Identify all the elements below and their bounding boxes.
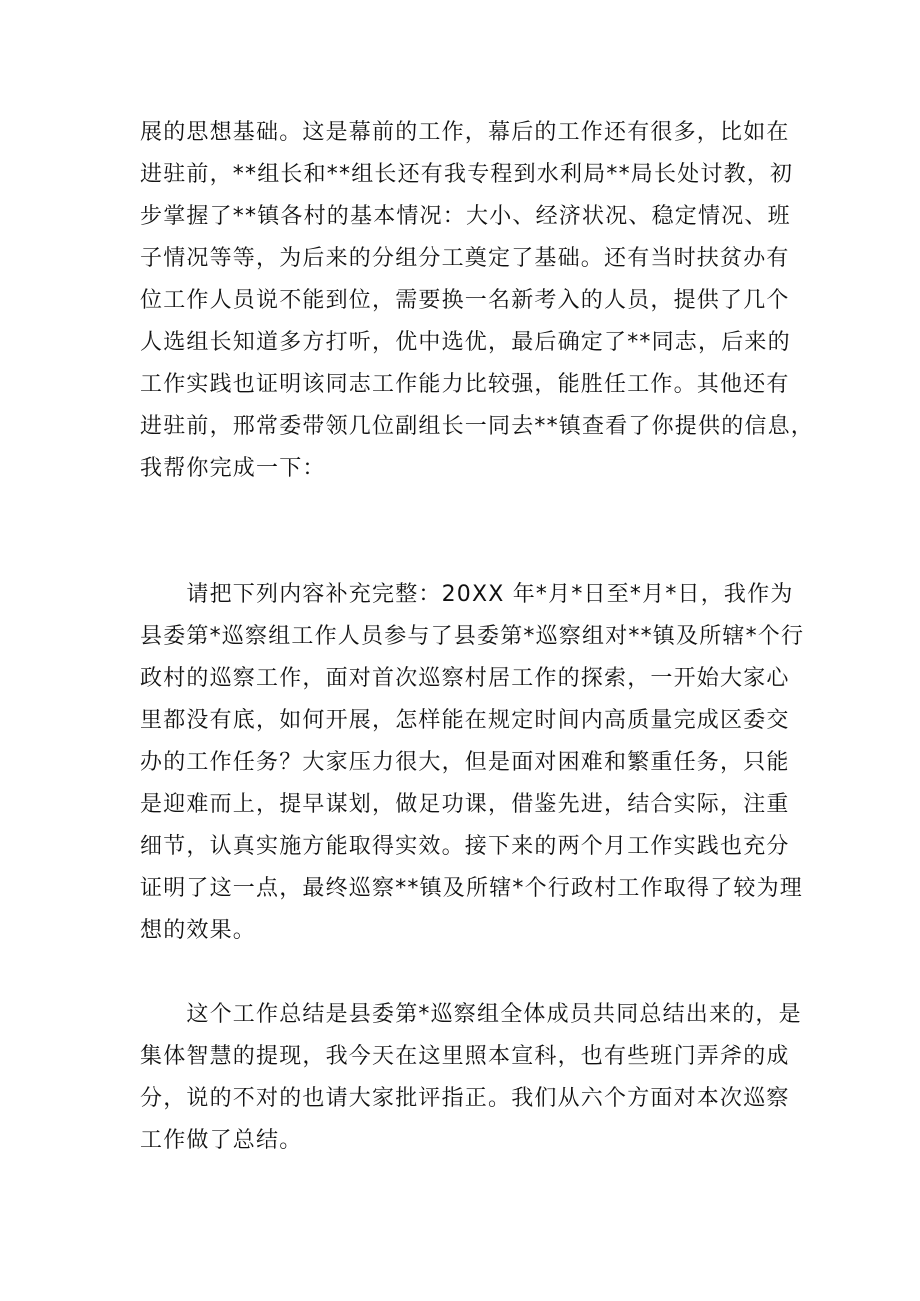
text-line: 进驻前，邢常委带领几位副组长一同去**镇查看了你提供的信息， <box>140 414 815 439</box>
text-line: 想的效果。 <box>140 918 257 943</box>
text-line: 这个工作总结是县委第*巡察组全体成员共同总结出来的，是 <box>140 1002 802 1027</box>
text-line: 县委第*巡察组工作人员参与了县委第*巡察组对**镇及所辖*个行 <box>140 624 805 649</box>
text-line: 我帮你完成一下： <box>140 456 326 481</box>
text-line: 步掌握了**镇各村的基本情况：大小、经济状况、稳定情况、班 <box>140 204 791 229</box>
text-line: 集体智慧的提现，我今天在这里照本宣科，也有些班门弄斧的成 <box>140 1044 790 1069</box>
text-line: 细节，认真实施方能取得实效。接下来的两个月工作实践也充分 <box>140 834 790 859</box>
text-line: 人选组长知道多方打听，优中选优，最后确定了**同志，后来的 <box>140 330 791 355</box>
text-line: 进驻前，**组长和**组长还有我专程到水利局**局长处讨教，初 <box>140 162 794 187</box>
text-line: 办的工作任务？大家压力很大，但是面对困难和繁重任务，只能 <box>140 750 790 775</box>
text-line: 请把下列内容补充完整：20XX 年*月*日至*月*日，我作为 <box>140 582 794 607</box>
text-line: 是迎难而上，提早谋划，做足功课，借鉴先进，结合实际，注重 <box>140 792 790 817</box>
paragraph-2 <box>140 574 805 952</box>
paragraph-3 <box>140 994 802 1162</box>
text-line: 子情况等等，为后来的分组分工奠定了基础。还有当时扶贫办有 <box>140 246 790 271</box>
text-line: 分，说的不对的也请大家批评指正。我们从六个方面对本次巡察 <box>140 1086 790 1111</box>
text-line: 工作做了总结。 <box>140 1128 303 1153</box>
paragraph-1 <box>140 112 815 490</box>
text-line: 证明了这一点，最终巡察**镇及所辖*个行政村工作取得了较为理 <box>140 876 804 901</box>
text-line: 位工作人员说不能到位，需要换一名新考入的人员，提供了几个 <box>140 288 790 313</box>
text-line: 里都没有底，如何开展，怎样能在规定时间内高质量完成区委交 <box>140 708 790 733</box>
text-line: 展的思想基础。这是幕前的工作，幕后的工作还有很多，比如在 <box>140 120 790 145</box>
text-line: 工作实践也证明该同志工作能力比较强，能胜任工作。其他还有 <box>140 372 790 397</box>
text-line: 政村的巡察工作，面对首次巡察村居工作的探索，一开始大家心 <box>140 666 790 691</box>
